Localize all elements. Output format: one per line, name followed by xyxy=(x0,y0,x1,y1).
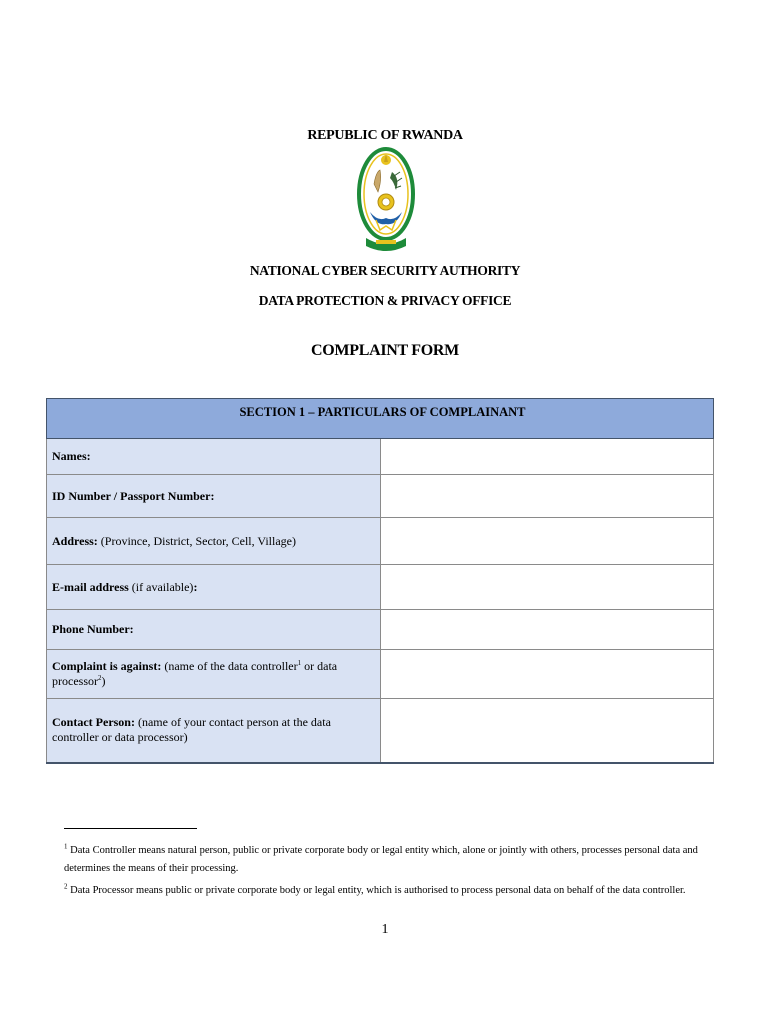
complaint-against-field[interactable] xyxy=(380,650,714,699)
email-field[interactable] xyxy=(380,565,714,610)
office-heading: DATA PROTECTION & PRIVACY OFFICE xyxy=(258,293,512,308)
footnote-2-mark: 2 xyxy=(64,882,68,891)
address-label: Address: xyxy=(52,533,98,548)
phone-label-cell xyxy=(47,610,381,650)
email-label-cell xyxy=(47,565,381,610)
footnote-separator xyxy=(64,828,197,829)
address-hint: (Province, District, Sector, Cell, Village) xyxy=(100,533,296,548)
names-field[interactable] xyxy=(380,439,714,475)
page-number: 1 xyxy=(381,922,389,937)
complaint-against-hint-c: ) xyxy=(101,674,106,688)
footnote-2-text: Data Processor means public or private corporate body or legal entity, which is authorised to process personal data on behalf of the data controller. xyxy=(70,885,686,896)
address-field[interactable] xyxy=(380,518,714,565)
email-hint: (if available) xyxy=(131,579,194,594)
authority-heading: NATIONAL CYBER SECURITY AUTHORITY xyxy=(249,263,521,278)
address-label-cell xyxy=(47,518,381,565)
rwanda-coat-of-arms-emblem xyxy=(356,146,416,258)
section-1-title: SECTION 1 – PARTICULARS OF COMPLAINANT xyxy=(47,399,714,439)
complaint-against-hint-a: (name of the data controller xyxy=(164,659,298,673)
phone-field[interactable] xyxy=(380,610,714,650)
phone-label: Phone Number: xyxy=(52,622,134,636)
footnote-ref-1[interactable]: 1 xyxy=(297,659,302,667)
id-number-label: ID Number / Passport Number: xyxy=(52,488,215,503)
contact-person-field[interactable] xyxy=(380,699,714,763)
email-label: E-mail address xyxy=(52,579,129,594)
complaint-against-label-cell xyxy=(47,650,381,699)
complaint-against-hint-b: or data processor xyxy=(52,659,338,688)
id-number-field[interactable] xyxy=(380,475,714,518)
contact-person-label: Contact Person: xyxy=(52,715,135,730)
complainant-particulars-table xyxy=(46,398,714,764)
contact-person-hint: (name of your contact person at the data controller or data processor) xyxy=(52,715,331,745)
contact-person-label-cell xyxy=(47,699,381,763)
footnote-1 xyxy=(64,842,704,878)
footnote-1-mark: 1 xyxy=(64,842,68,851)
country-heading: REPUBLIC OF RWANDA xyxy=(307,128,463,143)
footnote-2 xyxy=(64,882,704,900)
footnote-ref-2[interactable]: 2 xyxy=(97,674,102,682)
footnote-1-text: Data Controller means natural person, public or private corporate body or legal entity which, alone or jointly with others, processes personal data and determines the means of their processing. xyxy=(64,845,698,874)
names-label-cell xyxy=(47,439,381,475)
names-label: Names: xyxy=(52,449,91,463)
complaint-against-label: Complaint is against: xyxy=(52,659,162,673)
id-number-label-cell xyxy=(47,475,381,518)
form-title: COMPLAINT FORM xyxy=(311,342,459,359)
email-colon: : xyxy=(193,579,198,594)
